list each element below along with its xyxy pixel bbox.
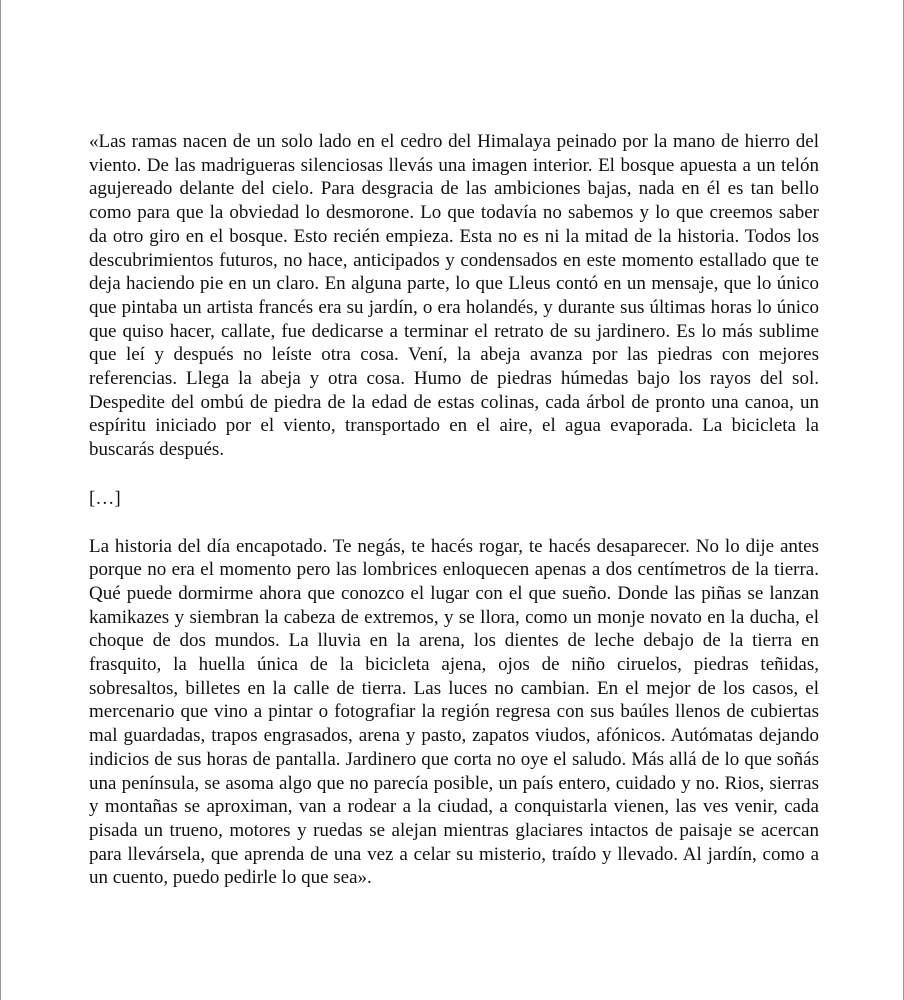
paragraph-1: «Las ramas nacen de un solo lado en el cedro del Himalaya peinado por la mano de hierro del viento. De las madrigueras silenciosas llevás una imagen interior. El bosque apuesta a un telón agujereado delante del cielo. Para desgracia de las ambiciones bajas, nada en él es tan bello como para que la obviedad lo desmorone. Lo que todavía no sabemos y lo que creemos saber da otro giro en el bosque. Esto recién empieza. Esta no es ni la mitad de la historia. Todos los descubrimientos futuros, no hace, anticipados y condensados en este momento estallado que te deja haciendo pie en un claro. En alguna parte, lo que Lleus contó en un mensaje, que lo único que pintaba un artista francés era su jardín, o era holandés, y durante sus últimas horas lo único que quiso hacer, callate, fue dedicarse a terminar el retrato de su jardinero. Es lo más sublime que leí y después no leíste otra cosa. Vení, la abeja avanza por las piedras con mejores referencias. Llega la abeja y otra cosa. Humo de piedras húmedas bajo los rayos del sol. Despedite del ombú de piedra de la edad de estas colinas, cada árbol de pronto una canoa, un espíritu iniciado por el viento, transportado en el aire, el agua evaporada. La bicicleta la buscarás después.: [89, 131, 819, 461]
ellipsis-marker: […]: [89, 487, 121, 509]
paragraph-2: La historia del día encapotado. Te negás, te hacés rogar, te hacés desaparecer. No lo dije antes porque no era el momento pero las lombrices enloquecen apenas a dos centímetros de la tierra. Qué puede dormirme ahora que conozco el lugar con el que sueño. Donde las piñas se lanzan kamikazes y siembran la cabeza de extremos, y se llora, como un monje novato en la ducha, el choque de dos mundos. La lluvia en la arena, los dientes de leche debajo de la tierra en frasquito, la huella única de la bicicleta ajena, ojos de niño ciruelos, piedras teñidas, sobresaltos, billetes en la calle de tierra. Las luces no cambian. En el mejor de los casos, el mercenario que vino a pintar o fotografiar la región regresa con sus baúles llenos de cubiertas mal guardadas, trapos engrasados, arena y pasto, zapatos viudos, afónicos. Autómatas dejando indicios de sus horas de pantalla. Jardinero que corta no oye el saludo. Más allá de lo que soñás una península, se asoma algo que no parecía posible, un país entero, cuidado y no. Rios, sierras y montañas se aproximan, van a rodear a la ciudad, a conquistarla vienen, las ves venir, cada pisada un trueno, motores y ruedas se alejan mientras glaciares intactos de paisaje se acercan para llevársela, que aprenda de una vez a celar su misterio, traído y llevado. Al jardín, como a un cuento, puedo pedirle lo que sea».: [89, 535, 819, 889]
document-body: [89, 130, 819, 890]
